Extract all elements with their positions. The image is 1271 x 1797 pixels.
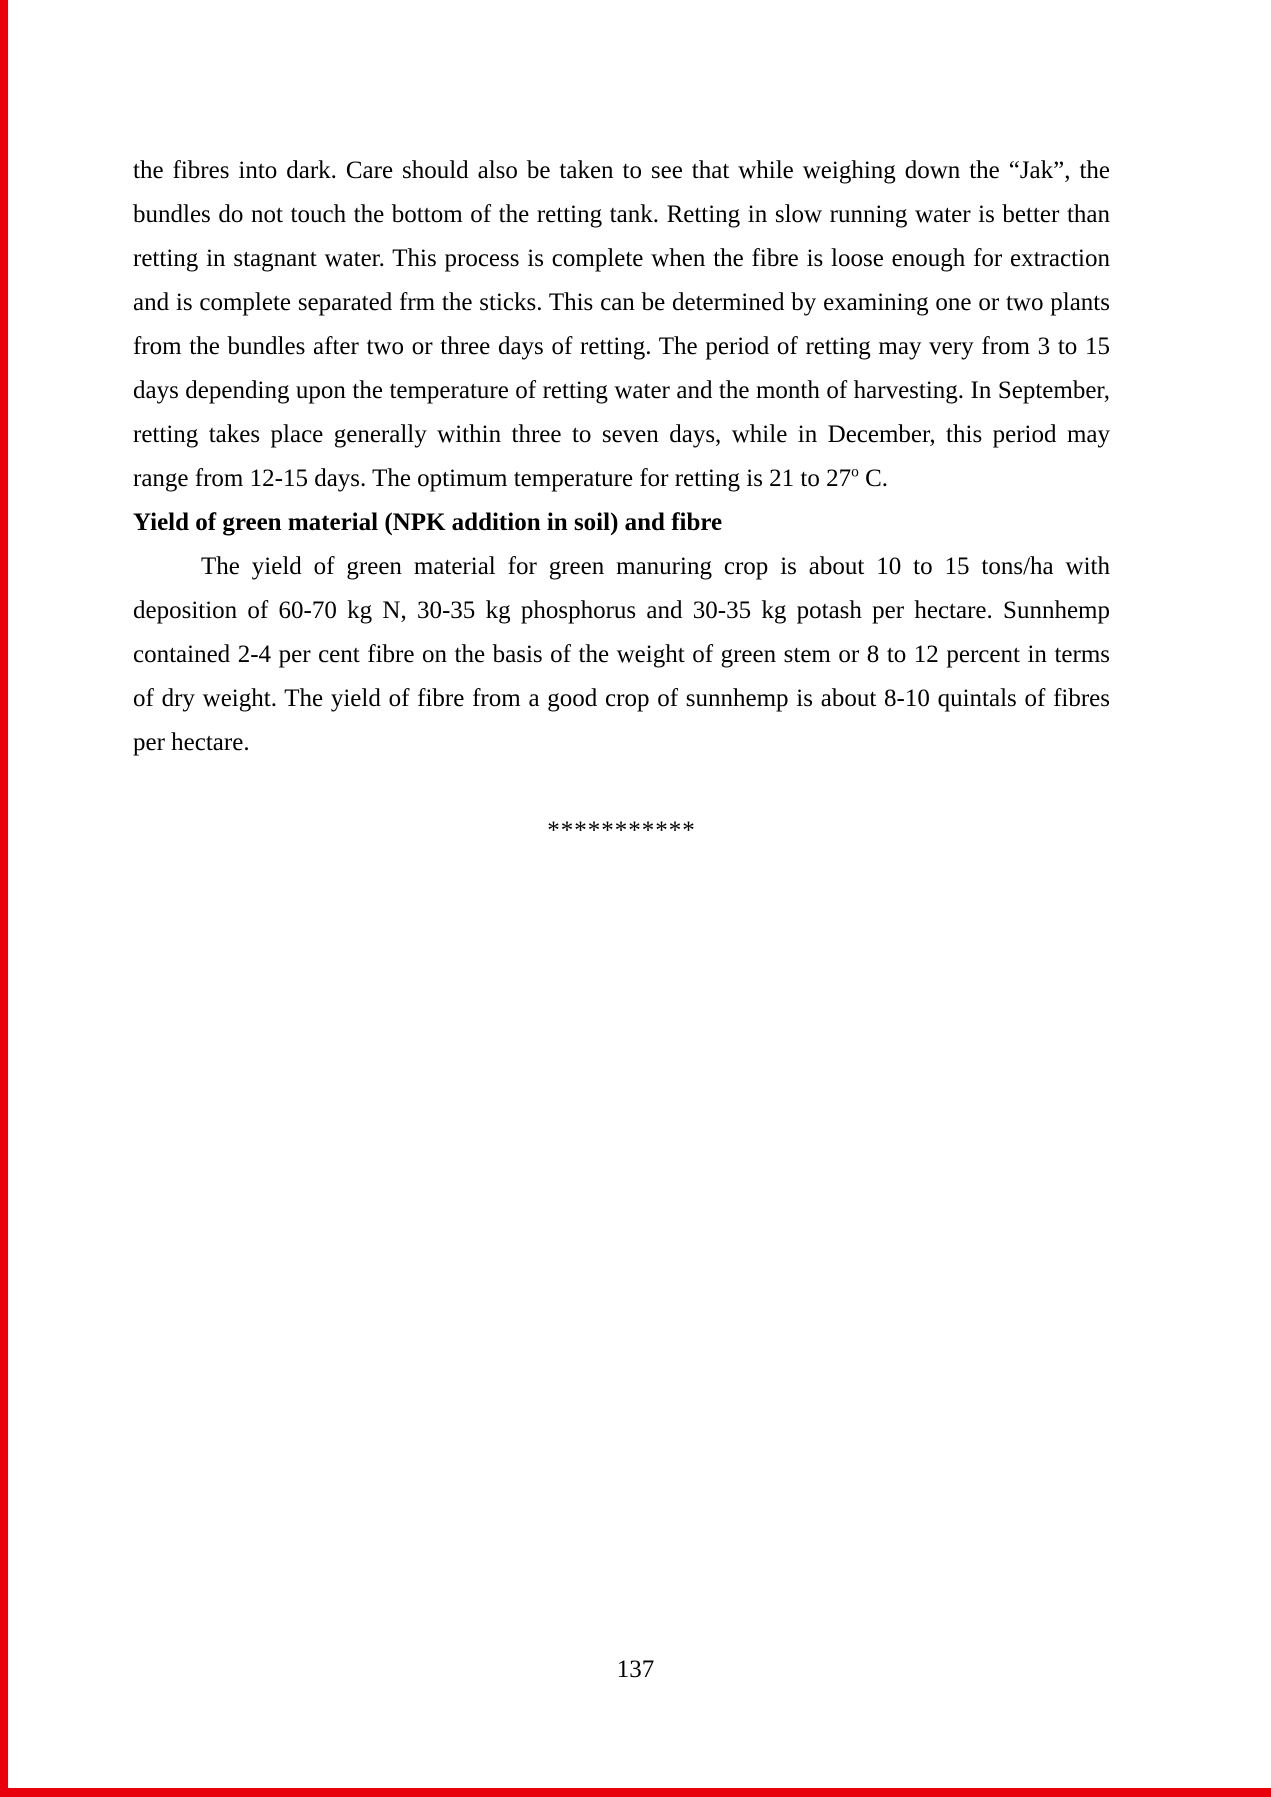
bottom-edge-red-line [0,1788,1271,1797]
paragraph-retting-text-end: C. [858,465,889,492]
degree-superscript: o [851,463,859,481]
left-edge-red-line [0,0,8,1797]
asterisk-separator: *********** [547,817,696,844]
page-content [133,149,1110,853]
paragraph-yield-of-fibre: The yield of green material for green manuring crop is about 10 to 15 tons/ha with deposition of 60-70 kg N, 30-35 kg phosphorus and 30-35 kg potash per hectare. Sunnhemp contained 2-4 per cent fibre on the basis of the weight of green stem or 8 to 12 percent in terms of dry weight. The yield of fibre from a good crop of sunnhemp is about 8-10 quintals of fibres per hectare. [133,553,1110,756]
section-heading-yield: Yield of green material (NPK addition in soil) and fibre [133,509,723,536]
paragraph-retting-process [133,149,1110,501]
paragraph-retting-text: the fibres into dark. Care should also be taken to see that while weighing down the “Jak”, the bundles do not touch the bottom of the retting tank. Retting in slow running water is better than retting in stagnant water. This process is complete when the fibre is loose enough for extraction and is complete separated frm the sticks. This can be determined by examining one or two plants from the bundles after two or three days of retting. The period of retting may very from 3 to 15 days depending upon the temperature of retting water and the month of harvesting. In September, retting takes place generally within three to seven days, while in December, this period may range from 12-15 days. The optimum temperature for retting is 21 to 27 [133,157,1110,492]
page-number: 137 [616,1656,655,1683]
